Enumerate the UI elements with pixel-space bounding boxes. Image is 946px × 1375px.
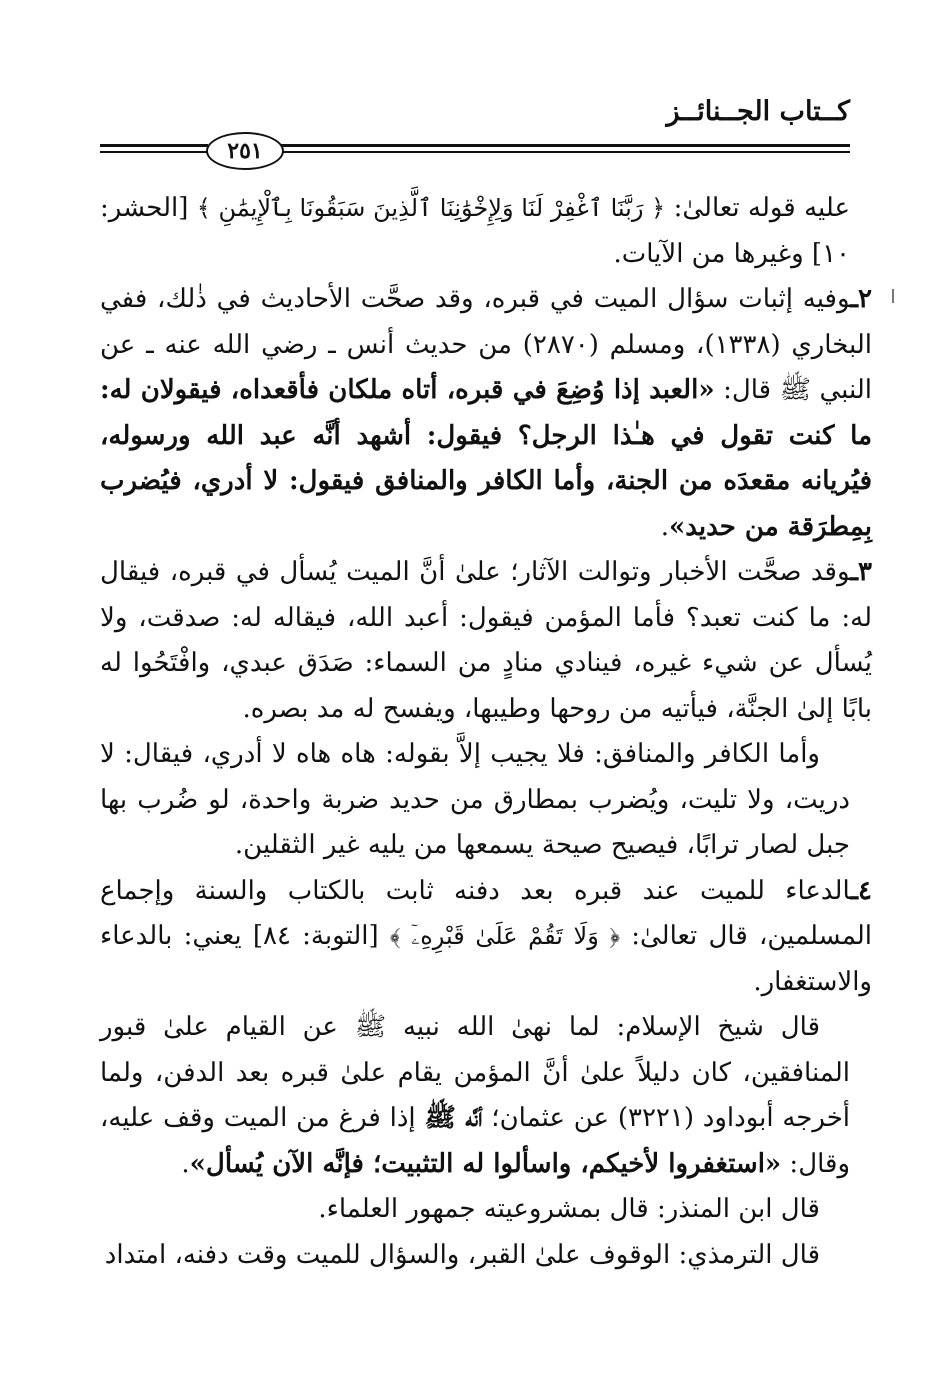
paragraph-end: . <box>660 511 669 542</box>
header-rule-left-thin <box>100 151 208 153</box>
point-number: ٢ـ <box>850 284 872 314</box>
quran-verse: ﴿ وَلَا تَقُمْ عَلَىٰ قَبْرِهِۦٓ ﴾ <box>389 922 621 950</box>
page-number: ٢٥١ <box>206 132 284 170</box>
header-rule <box>100 132 850 180</box>
hadith-quote: «استغفروا لأخيكم، واسألوا له التثبيت؛ فإنَّه الآن يُسأل» <box>189 1148 782 1179</box>
point-number: ٤ـ <box>850 875 872 906</box>
verse-reference: [الحشر: ١٠] وغيرها من الآيات. <box>100 193 850 269</box>
paragraph-end: . <box>181 1148 190 1179</box>
quran-verse: ﴿ رَبَّنَا ٱغْفِرْ لَنَا وَلِإِخْوَٰنِنَا ٱلَّذِينَ سَبَقُونَا بِٱلْإِيمَٰنِ ﴾ <box>196 194 666 222</box>
header-rule-left <box>100 144 208 147</box>
point-number: ٣ـ <box>850 557 872 587</box>
paragraph-kafir <box>100 732 850 869</box>
book-page <box>100 92 872 1278</box>
paragraph-text: وقد صحَّت الأخبار وتوالت الآثار؛ علىٰ أنَّ الميت يُسأل في قبره، فيقال له: ما كنت تعبد؟ فأما المؤمن فيقول: أعبد الله، فيقاله له: صدقت، ولا يُسأل عن شيء غيره، فينادي منادٍ من السماء: صَدَق عبدي، وافْتَحُوا له بابًا إلىٰ الجنَّة، فيأتيه من روحها وطيبها، ويفسح له مد بصره. <box>100 557 872 724</box>
header-rule-line <box>280 144 850 147</box>
numbered-point-2 <box>100 277 872 550</box>
numbered-point-4 <box>100 869 872 1006</box>
paragraph-ayah-hashr <box>100 186 850 277</box>
hadith-quote: «العبد إذا وُضِعَ في قبره، أتاه ملكان فأقعداه، فيقولان له: ما كنت تقول في هـٰذا الرجل؟ فيقول: أشهد أنَّه عبد الله ورسوله، فيُريانه مقعدَه من الجنة، وأما الكافر والمنافق فيقول: لا أدري، فيُضرب بِمِطرَقة من حديد» <box>100 375 872 542</box>
paragraph-shaykh-islam <box>100 1005 850 1187</box>
paragraph-text: قال شيخ الإسلام: لما نهىٰ الله نبيه ﷺ عن القيام علىٰ قبور المنافقين، كان دليلاً علىٰ أنَّ المؤمن يقام علىٰ قبره بعد الدفن، ولما أخرجه أبوداود (٣٢٢١) عن عثمان؛ <box>100 1012 851 1133</box>
header-rule-line-thin <box>280 151 850 153</box>
paragraph-text: إذا فرغ من الميت وقف عليه، وقال: <box>100 1103 850 1179</box>
numbered-point-3 <box>100 550 872 732</box>
paragraph-tirmidhi <box>100 1233 850 1279</box>
paragraph-text: عليه قوله تعالىٰ: <box>665 193 850 223</box>
hadith-emphasis: أنَّه ﷺ <box>424 1103 483 1133</box>
margin-mark <box>892 289 894 303</box>
paragraph-text: الدعاء للميت عند قبره بعد دفنه ثابت بالكتاب والسنة وإجماع المسلمين، قال تعالىٰ: <box>100 875 872 951</box>
paragraph-text: قال الترمذي: الوقوف علىٰ القبر، والسؤال للميت وقت دفنه، امتداد <box>104 1239 820 1270</box>
paragraph-ibn-mundhir <box>100 1187 850 1233</box>
running-title: كــتاب الجــنائــز <box>666 96 850 127</box>
paragraph-text: وأما الكافر والمنافق: فلا يجيب إلاَّ بقوله: هاه هاه لا أدري، فيقال: لا دريت، ولا تليت، ويُضرب بمطارق من حديد ضربة واحدة، لو ضُرب بها جبل لصار ترابًا، فيصيح صيحة يسمعها من يليه غير الثقلين. <box>100 739 850 860</box>
verse-reference: [التوبة: ٨٤] يعني: بالدعاء والاستغفار. <box>100 921 872 997</box>
paragraph-text: قال ابن المنذر: قال بمشروعيته جمهور العلماء. <box>318 1194 820 1224</box>
paragraph-text: وفيه إثبات سؤال الميت في قبره، وقد صحَّت الأحاديث في ذٰلك، ففي البخاري (١٣٣٨)، ومسلم (٢٨٧٠) من حديث أنس ـ رضي الله عنه ـ عن النبي ﷺ قال: <box>100 284 872 405</box>
